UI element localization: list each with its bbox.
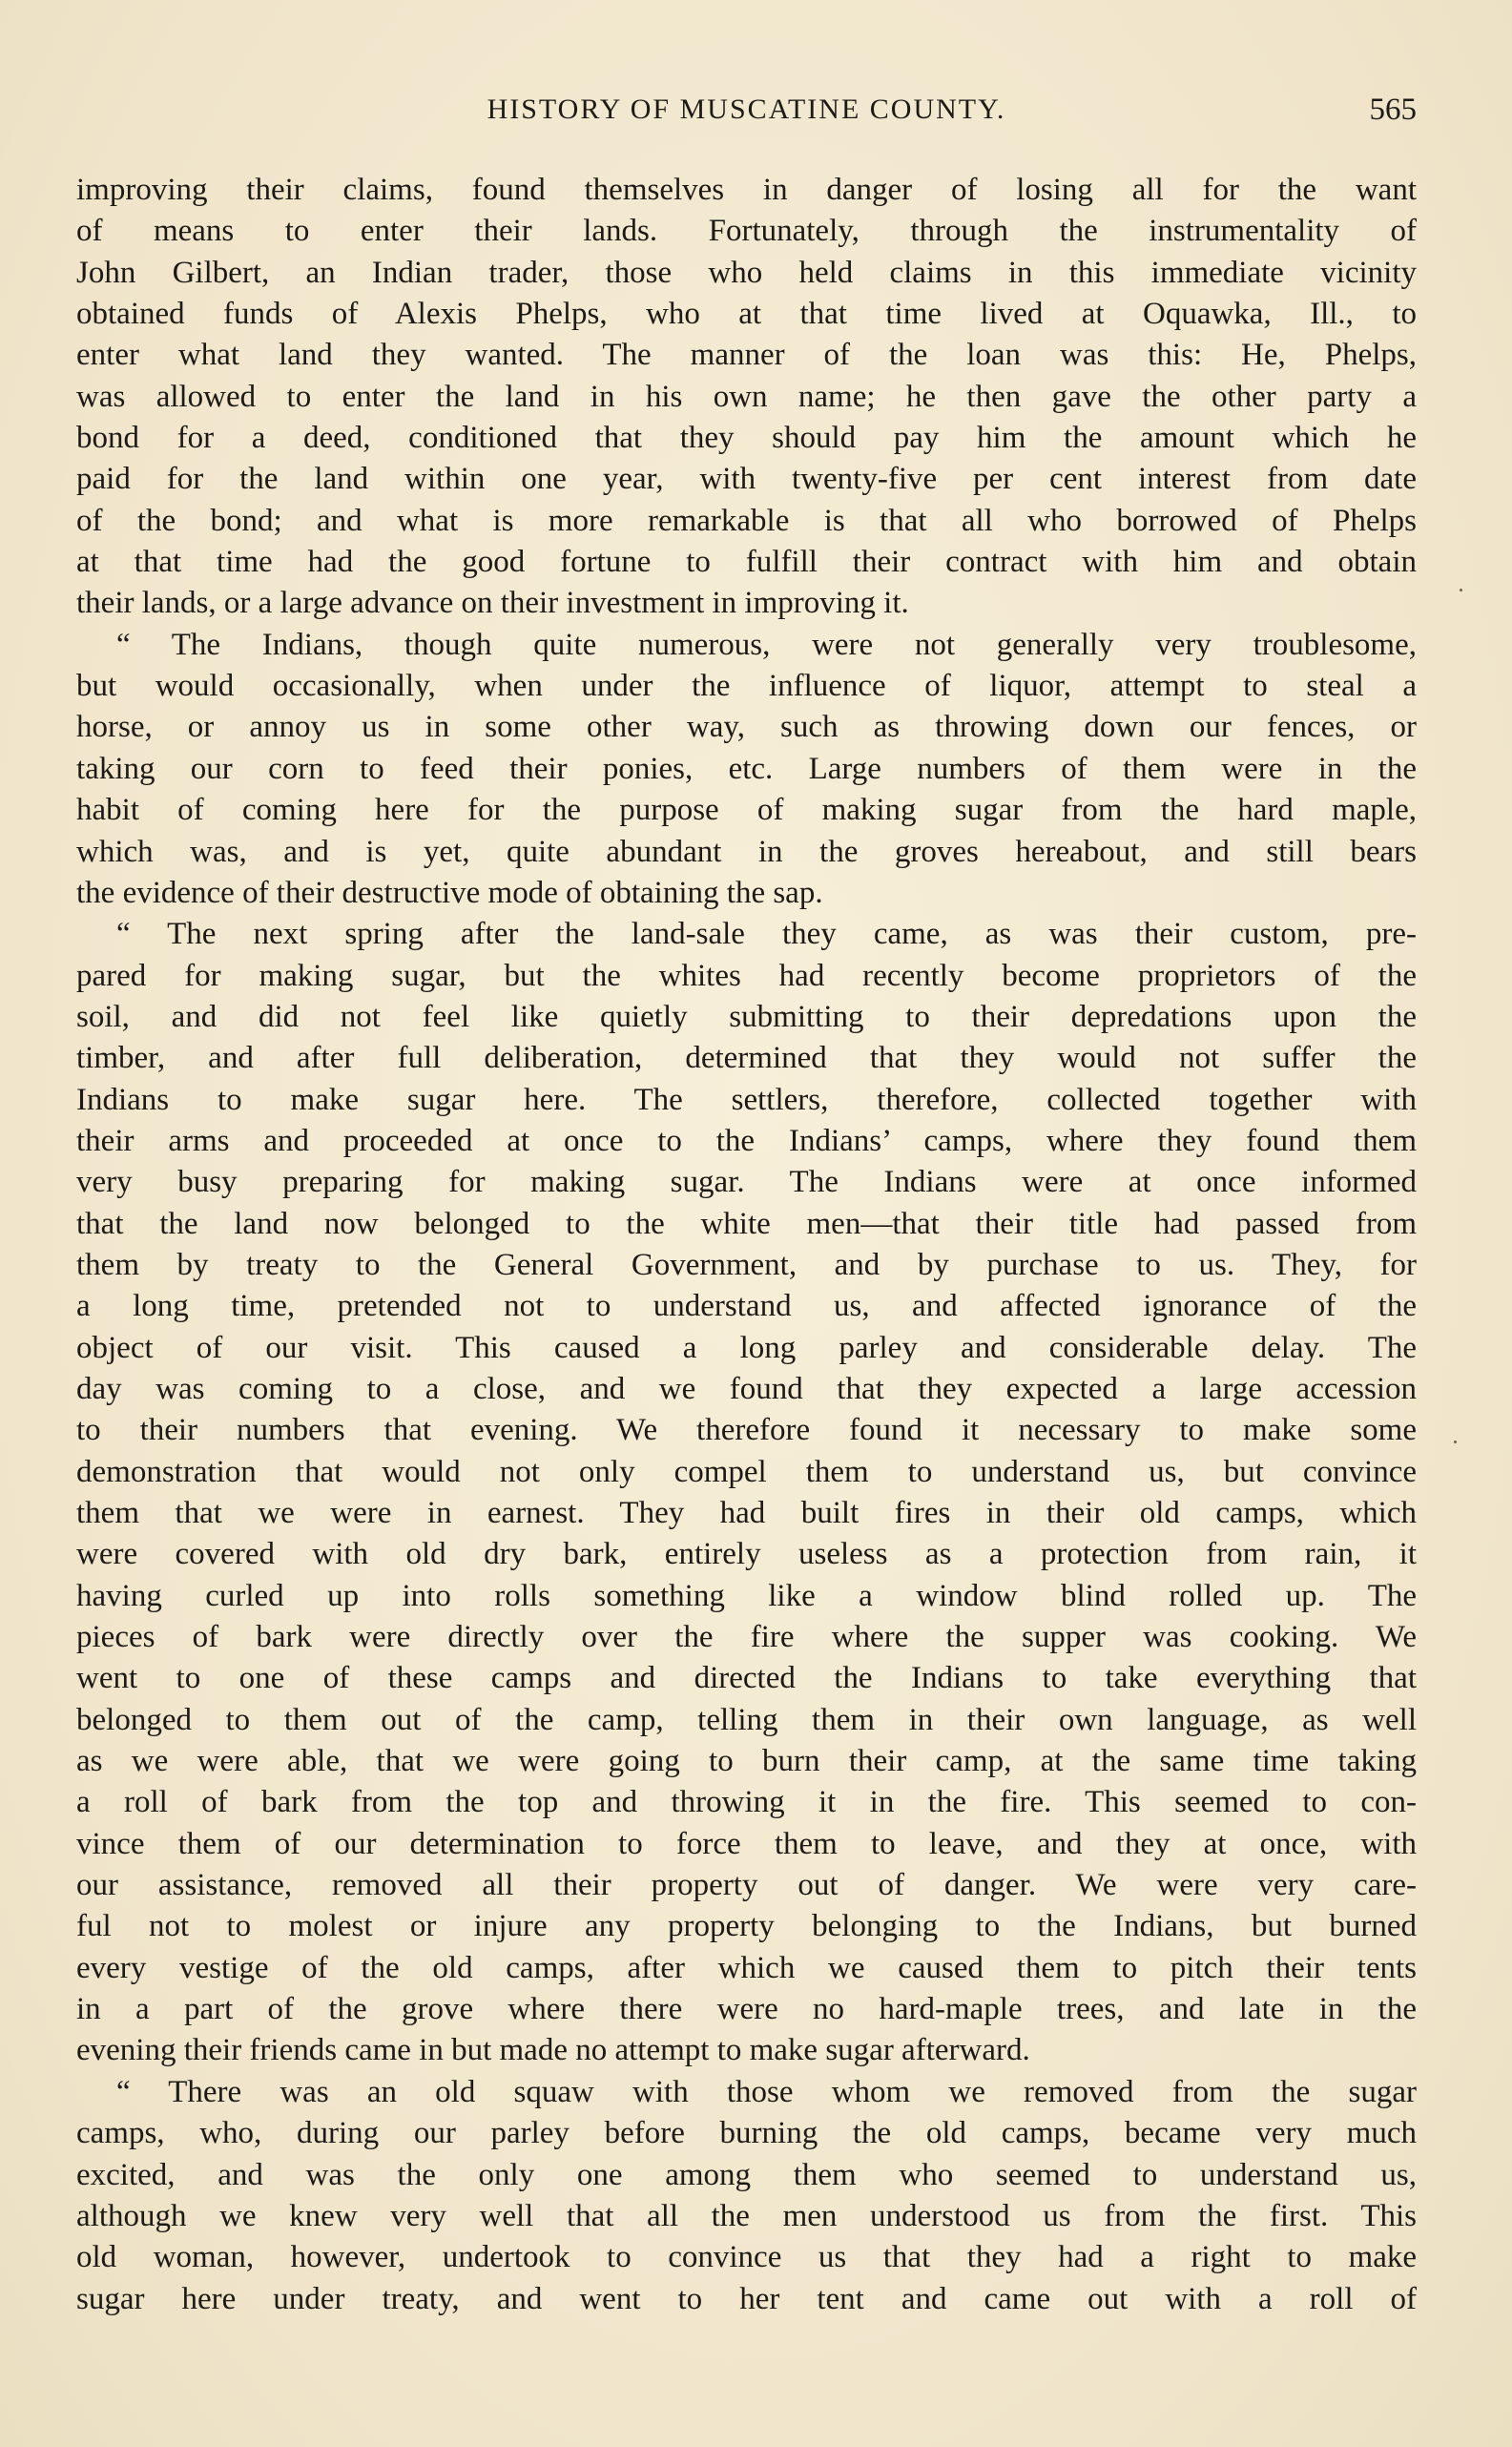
text-line: ful not to molest or injure any property belonging to the Indians, but burned [76,1909,1417,1944]
page-header [76,88,1417,132]
text-line: pared for making sugar, but the whites had recently become proprietors of the [76,958,1417,993]
text-line: “ The next spring after the land-sale they came, as was their custom, pre- [116,917,1417,952]
text-line: John Gilbert, an Indian trader, those who held claims in this immediate vicinity [76,255,1417,290]
text-line: a roll of bark from the top and throwing it in the fire. This seemed to con- [76,1785,1417,1820]
text-line: camps, who, during our parley before burning the old camps, became very much [76,2116,1417,2151]
text-line: of means to enter their lands. Fortunately, through the instrumentality of [76,214,1417,249]
text-line: bond for a deed, conditioned that they should pay him the amount which he [76,421,1417,456]
text-line: vince them of our determination to force them to leave, and they at once, with [76,1826,1417,1861]
text-line: them that we were in earnest. They had built fires in their old camps, which [76,1496,1417,1530]
text-line: although we knew very well that all the men understood us from the first. This [76,2198,1417,2233]
text-line: pieces of bark were directly over the fire where the supper was cooking. We [76,1620,1417,1655]
text-line: of the bond; and what is more remarkable is that all who borrowed of Phelps [76,503,1417,538]
text-line: their lands, or a large advance on their investment in improving it. [76,586,909,621]
text-line: day was coming to a close, and we found that they expected a large accession [76,1371,1417,1406]
text-line: every vestige of the old camps, after which we caused them to pitch their tents [76,1950,1417,1985]
text-line: very busy preparing for making sugar. The Indians were at once informed [76,1165,1417,1200]
text-line: which was, and is yet, quite abundant in the groves hereabout, and still bears [76,834,1417,869]
paragraph [76,625,1417,914]
text-line: excited, and was the only one among them who seemed to understand us, [76,2157,1417,2192]
text-line: “ The Indians, though quite numerous, were not generally very troublesome, [116,627,1417,662]
text-line: enter what land they wanted. The manner of the loan was this: He, Phelps, [76,338,1417,373]
text-line: in a part of the grove where there were no hard-maple trees, and late in the [76,1992,1417,2027]
text-line: the evidence of their destructive mode of obtaining the sap. [76,875,823,910]
text-line: as we were able, that we were going to burn their camp, at the same time taking [76,1744,1417,1779]
text-line: old woman, however, undertook to convince us that they had a right to make [76,2240,1417,2275]
text-line: taking our corn to feed their ponies, etc. Large numbers of them were in the [76,751,1417,786]
text-line: belonged to them out of the camp, telling them in their own language, as well [76,1702,1417,1737]
text-line: went to one of these camps and directed the Indians to take everything that [76,1661,1417,1696]
paper-speck [1454,1441,1457,1443]
text-line: object of our visit. This caused a long parley and considerable delay. The [76,1330,1417,1365]
text-line: at that time had the good fortune to fulfill their contract with him and obtain [76,545,1417,580]
text-line: sugar here under treaty, and went to her tent and came out with a roll of [76,2281,1417,2316]
text-line: a long time, pretended not to understand us, and affected ignorance of the [76,1289,1417,1324]
text-line: Indians to make sugar here. The settlers, therefore, collected together with [76,1082,1417,1117]
page-number: 565 [1369,93,1417,127]
paragraph [76,170,1417,625]
text-line: improving their claims, found themselves in danger of losing all for the want [76,173,1417,207]
text-line: habit of coming here for the purpose of making sugar from the hard maple, [76,793,1417,828]
text-line: evening their friends came in but made no attempt to make sugar afterward. [76,2033,1030,2068]
running-head: HISTORY OF MUSCATINE COUNTY. [487,93,1006,125]
body-text [76,170,1417,2320]
paragraph [76,914,1417,2072]
text-line: that the land now belonged to the white men—that their title had passed from [76,1206,1417,1241]
text-line: horse, or annoy us in some other way, such as throwing down our fences, or [76,710,1417,745]
paragraph [76,2072,1417,2320]
text-line: to their numbers that evening. We therefore found it necessary to make some [76,1413,1417,1448]
text-line: but would occasionally, when under the influence of liquor, attempt to steal a [76,669,1417,704]
text-line: soil, and did not feel like quietly submitting to their depredations upon the [76,999,1417,1034]
text-line: our assistance, removed all their property out of danger. We were very care- [76,1868,1417,1903]
text-line: obtained funds of Alexis Phelps, who at that time lived at Oquawka, Ill., to [76,297,1417,332]
text-line: “ There was an old squaw with those whom we removed from the sugar [116,2074,1417,2109]
text-line: their arms and proceeded at once to the Indians’ camps, where they found them [76,1123,1417,1158]
text-line: them by treaty to the General Government, and by purchase to us. They, for [76,1247,1417,1282]
text-line: demonstration that would not only compel them to understand us, but convince [76,1454,1417,1489]
text-line: having curled up into rolls something like a window blind rolled up. The [76,1578,1417,1613]
text-line: were covered with old dry bark, entirely useless as a protection from rain, it [76,1537,1417,1572]
paper-speck [1460,589,1462,591]
text-line: was allowed to enter the land in his own name; he then gave the other party a [76,379,1417,414]
text-line: paid for the land within one year, with twenty-five per cent interest from date [76,462,1417,497]
text-line: timber, and after full deliberation, determined that they would not suffer the [76,1041,1417,1076]
